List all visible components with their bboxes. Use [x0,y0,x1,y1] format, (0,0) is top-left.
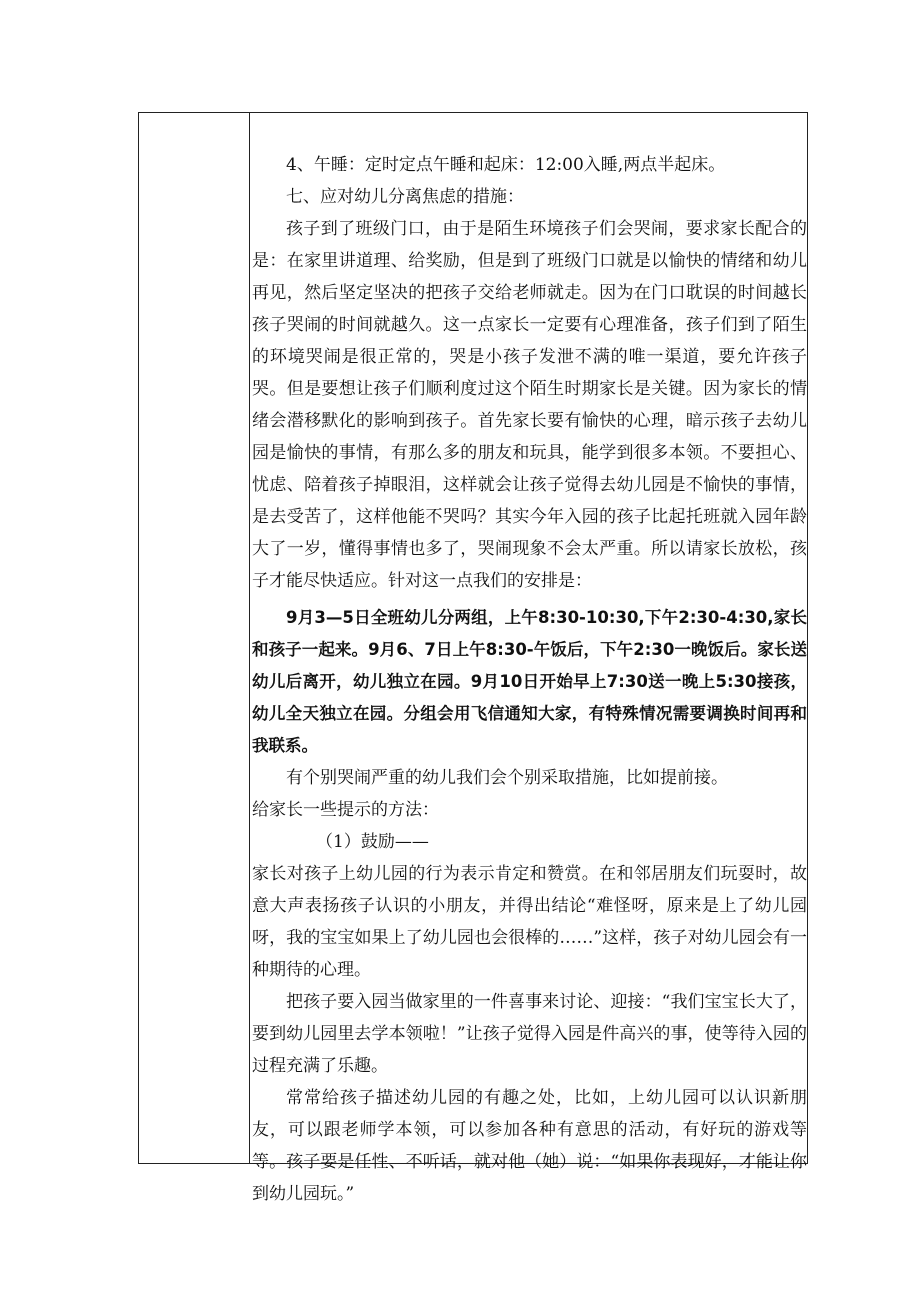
section-heading-separation-anxiety: 七、应对幼儿分离焦虑的措施： [286,187,524,207]
table-left-cell [139,113,250,1163]
document-table [138,112,808,1204]
table-right-cell [250,113,807,1204]
paragraph-celebrate: 把孩子要入园当做家里的一件喜事来讨论、迎接：“我们宝宝长大了，要到幼儿园里去学本领啦！”让孩子觉得入园是件高兴的事，使等待入园的过程充满了乐趣。 [252,992,807,1076]
document-body [252,149,807,1210]
paragraph-schedule-arrangement: 9月3—5日全班幼儿分两组，上午8:30-10:30,下午2:30-4:30,家长和孩子一起来。9月6、7日上午8:30-午饭后，下午2:30一晚饭后。家长送幼儿后离开，幼儿独立在园。9月10日开始早上7:30送一晚上5:30接孩，幼儿全天独立在园。分组会用飞信通知大家，有特殊情况需要调换时间再和我联系。 [252,608,807,755]
paragraph-praise: 家长对孩子上幼儿园的行为表示肯定和赞赏。在和邻居朋友们玩耍时，故意大声表扬孩子认识的小朋友，并得出结论“难怪呀，原来是上了幼儿园呀，我的宝宝如果上了幼儿园也会很棒的……”这样，孩子对幼儿园会有一种期待的心理。 [252,864,807,980]
paragraph-describe-fun: 常常给孩子描述幼儿园的有趣之处，比如，上幼儿园可以认识新朋友，可以跟老师学本领，可以参加各种有意思的活动，有好玩的游戏等等。孩子要是任性、不听话，就对他（她）说：“如果你表现好，才能让你到幼儿园玩。” [252,1088,807,1204]
paragraph-arrival-guidance: 孩子到了班级门口，由于是陌生环境孩子们会哭闹，要求家长配合的是：在家里讲道理、给奖励，但是到了班级门口就是以愉快的情绪和幼儿再见，然后坚定坚决的把孩子交给老师就走。因为在门口耽误的时间越长孩子哭闹的时间就越久。这一点家长一定要有心理准备，孩子们到了陌生的环境哭闹是很正常的，哭是小孩子发泄不满的唯一渠道，要允许孩子哭。但是要想让孩子们顺利度过这个陌生时期家长是关键。因为家长的情绪会潜移默化的影响到孩子。首先家长要有愉快的心理，暗示孩子去幼儿园是愉快的事情，有那么多的朋友和玩具，能学到很多本领。不要担心、忧虑、陪着孩子掉眼泪，这样就会让孩子觉得去幼儿园是不愉快的事情，是去受苦了，这样他能不哭吗？其实今年入园的孩子比起托班就入园年龄大了一岁，懂得事情也多了，哭闹现象不会太严重。所以请家长放松，孩子才能尽快适应。针对这一点我们的安排是： [252,219,807,591]
paragraph-nap-schedule: 4、午睡：定时定点午睡和起床：12:00入睡,两点半起床。 [286,155,726,175]
paragraph-individual-measures: 有个别哭闹严重的幼儿我们会个别采取措施，比如提前接。 [286,768,728,788]
list-item-encourage: （1）鼓励—— [316,832,429,852]
paragraph-tips-heading: 给家长一些提示的方法： [252,800,439,820]
